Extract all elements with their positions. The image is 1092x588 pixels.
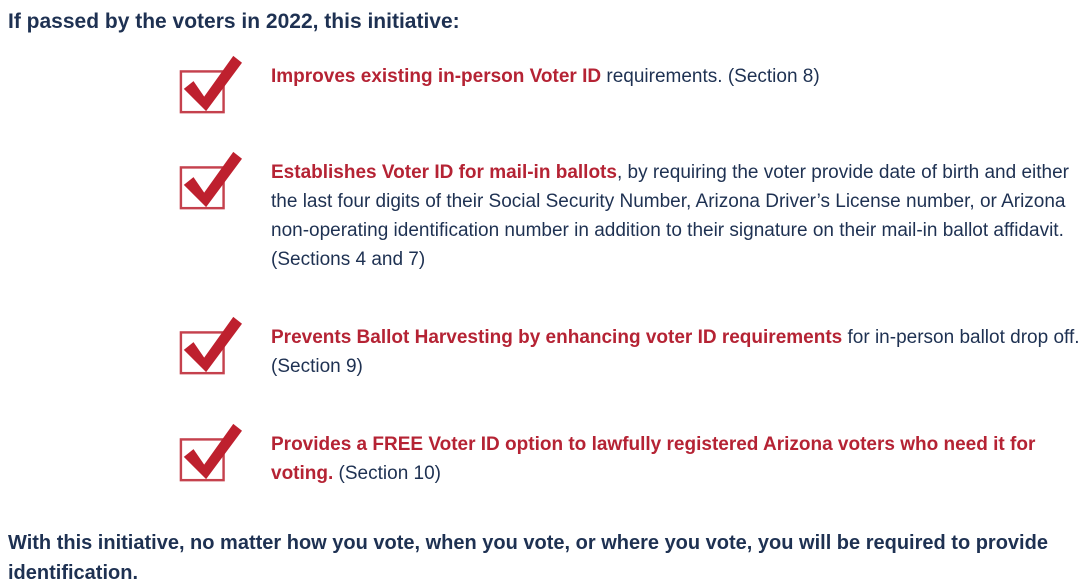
bullet-row [178, 62, 1084, 116]
bullet-text [271, 158, 1083, 274]
footer-text: With this initiative, no matter how you vote, when you vote, or where you vote, you will be required to provide identification. [8, 532, 1048, 584]
bullet-bold-text: Provides a FREE Voter ID option to lawfully registered Arizona voters who need it for voting. [271, 434, 1036, 484]
bullet-regular-text: (Section 10) [333, 463, 442, 484]
bullet-row [178, 158, 1084, 274]
bullet-row [178, 323, 1084, 381]
bullet-list [178, 62, 1084, 488]
bullet-regular-text: for in-person ballot drop off. (Section 9) [271, 327, 1080, 377]
bullet-text [271, 430, 1083, 488]
bullet-regular-text: , by requiring the voter provide date of birth and either the last four digits of their Social Security Number, Arizona Driver’s License number, or Arizona non-operating identification number in addition to their signature on their mail-in ballot affidavit. (Sections 4 and 7) [271, 162, 1070, 270]
bullet-bold-text: Prevents Ballot Harvesting by enhancing voter ID requirements [271, 327, 843, 348]
bullet-bold-text: Improves existing in-person Voter ID [271, 66, 602, 87]
bullet-row [178, 430, 1084, 488]
bullet-regular-text: requirements. (Section 8) [601, 66, 820, 87]
bullet-text [271, 62, 1083, 91]
bullet-text [271, 323, 1083, 381]
checked-checkbox-icon [178, 54, 242, 116]
bullet-bold-text: Establishes Voter ID for mail-in ballots [271, 162, 617, 183]
page-title: If passed by the voters in 2022, this initiative: [8, 10, 460, 33]
checked-checkbox-icon [178, 150, 242, 212]
checked-checkbox-icon [178, 315, 242, 377]
checked-checkbox-icon [178, 422, 242, 484]
